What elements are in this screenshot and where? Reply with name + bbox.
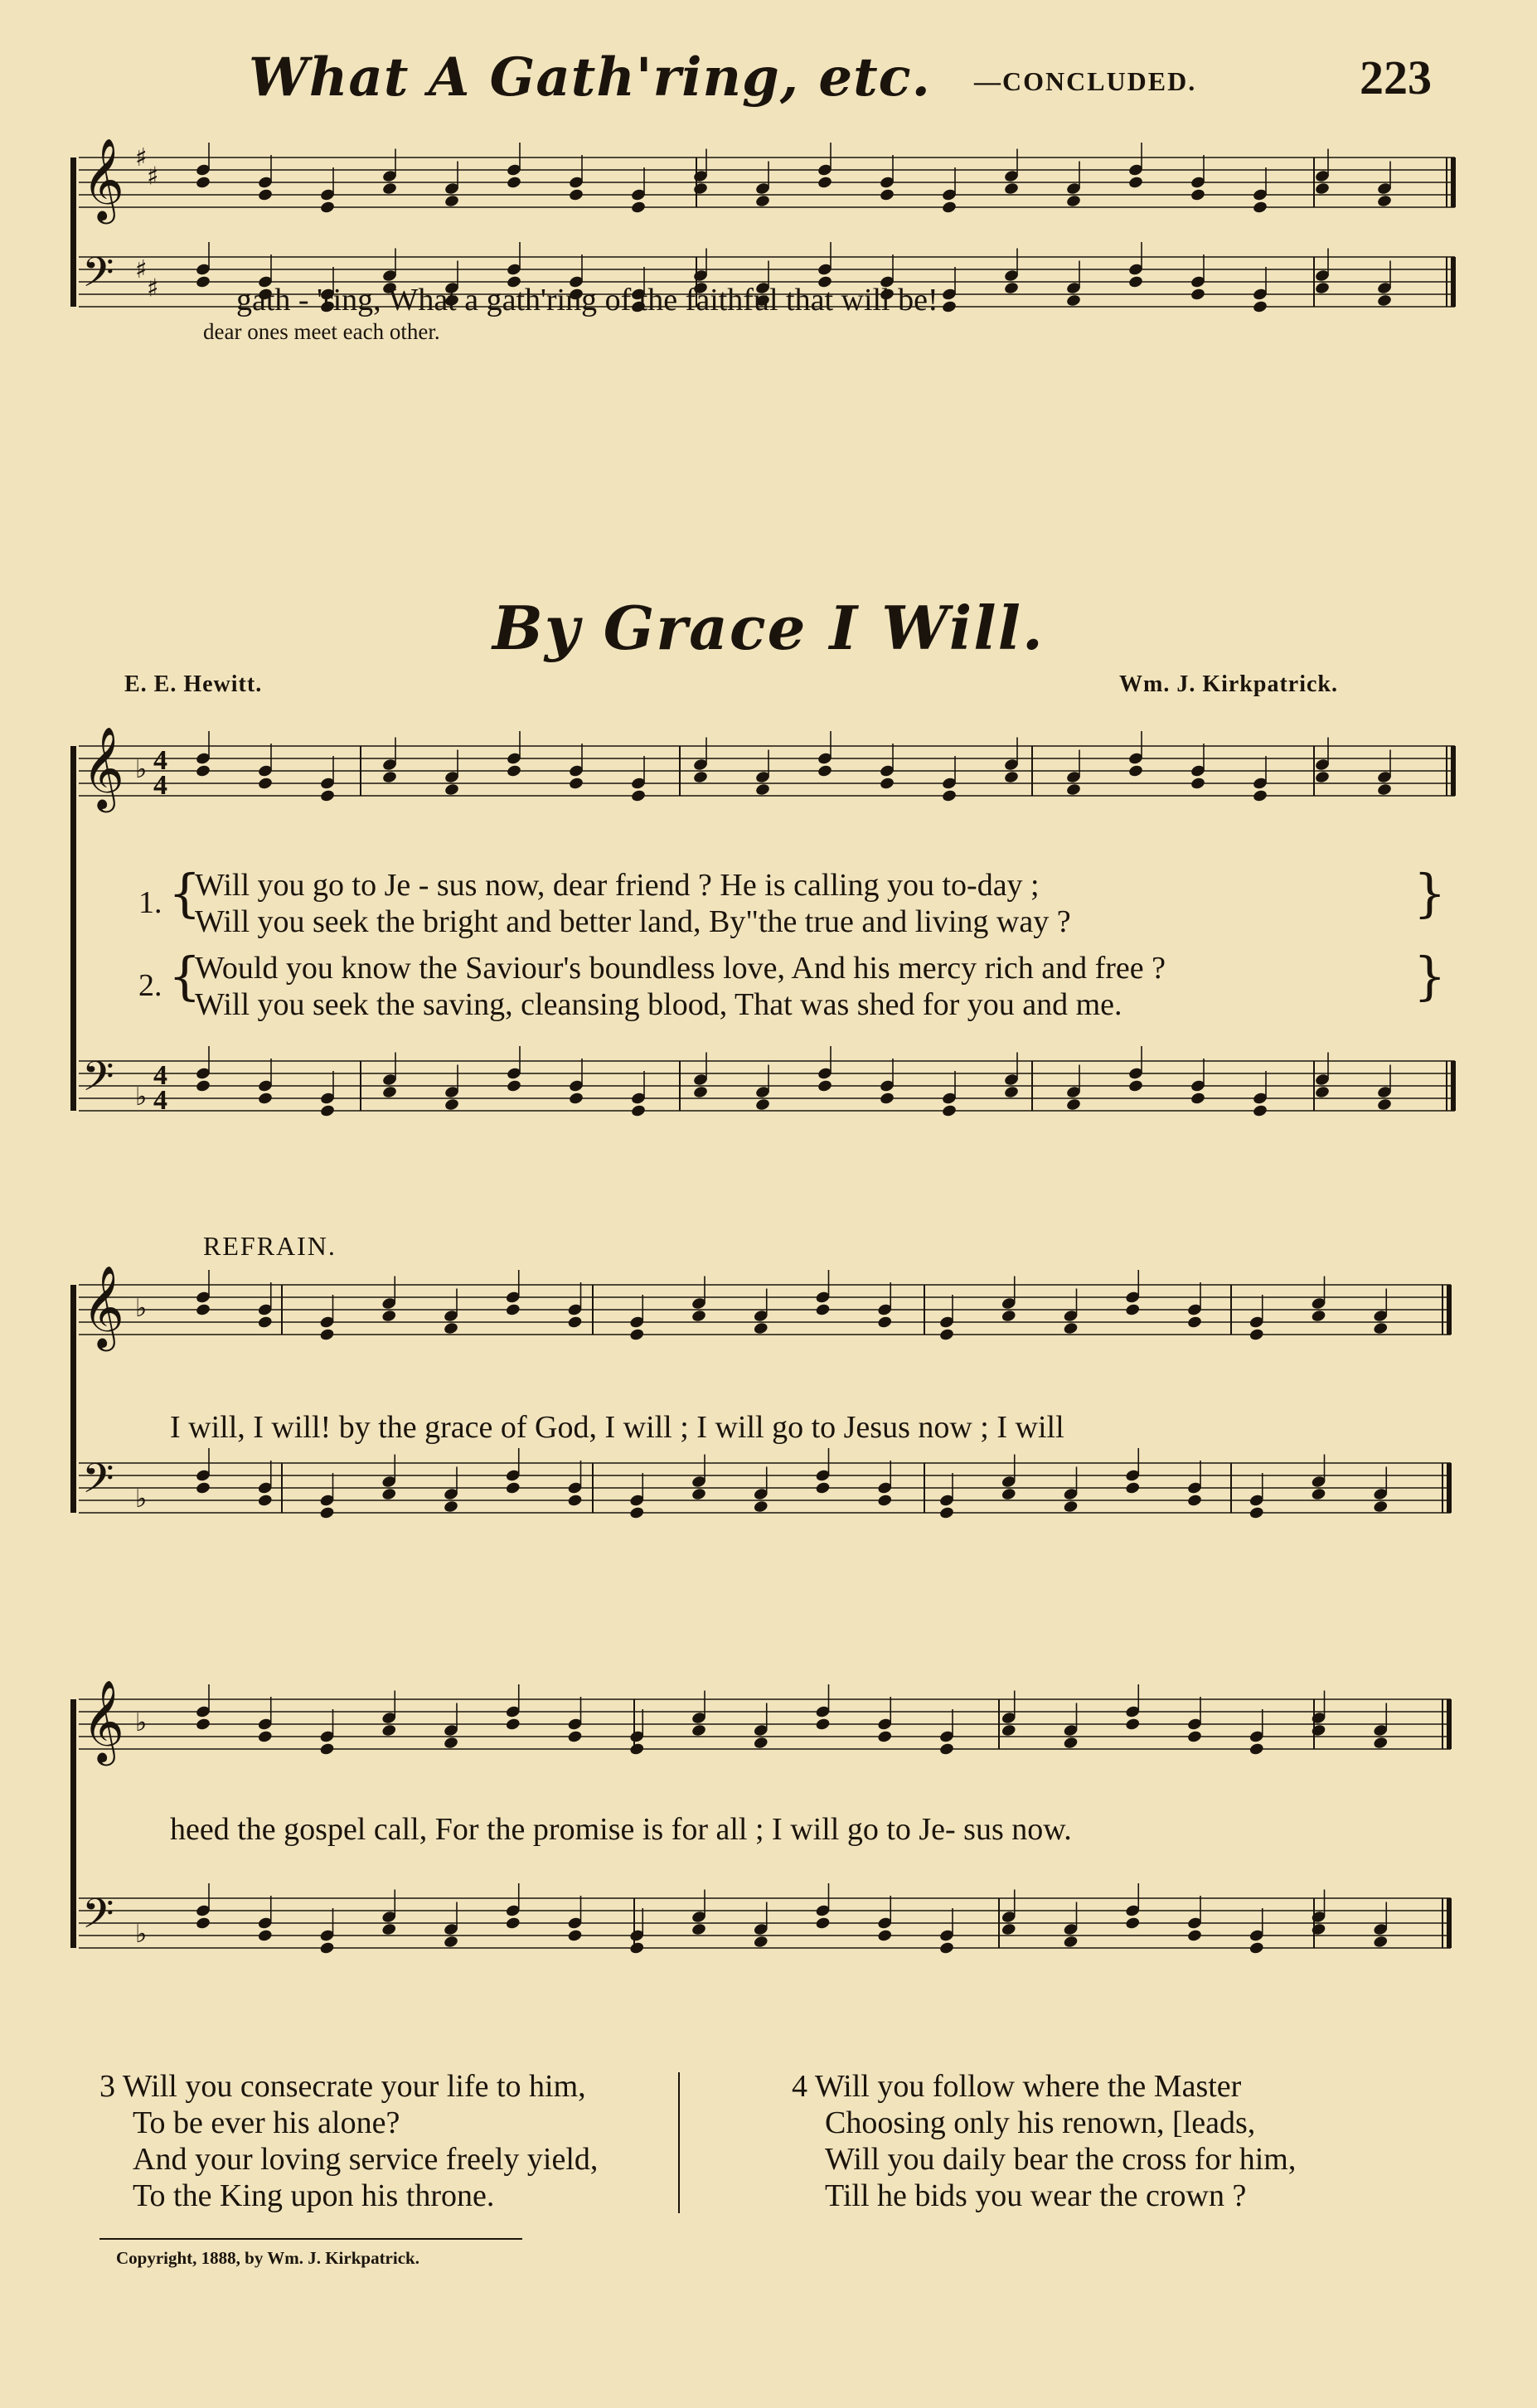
notehead [692,1085,708,1099]
notehead [381,182,397,196]
notehead [195,176,211,190]
notehead [1003,770,1019,784]
treble-clef: 𝄞 [82,138,124,221]
notehead [941,201,957,215]
music-system-4 [70,1679,1463,2047]
notehead [1001,1723,1016,1737]
verse-1-line-b: Will you seek the bright and better land, By"the true and living way ? [195,904,1071,939]
notehead [879,1092,895,1106]
notehead [319,1328,335,1342]
notehead [506,1079,521,1093]
notehead [568,777,584,791]
notehead [1127,176,1143,190]
flat-sign: ♭ [135,1083,148,1112]
notehead [753,1935,768,1949]
notehead [817,176,832,190]
notehead [817,764,832,778]
notehead [691,1487,706,1501]
notehead [567,1494,583,1508]
music-system-2 [70,726,1463,1177]
notehead [630,789,646,803]
end-barline-thick [1447,1898,1452,1948]
notehead [1311,1487,1326,1501]
bass-clef: 𝄢 [82,1890,114,1948]
notehead [195,1718,211,1732]
notehead [567,1315,583,1330]
notehead [1186,1315,1202,1330]
notehead [381,1723,397,1737]
bass-clef: 𝄢 [82,249,114,307]
notehead [505,1916,521,1931]
time-signature-top: 4 [153,1060,167,1091]
music-system-3 [70,1265,1463,1658]
notehead [815,1303,831,1317]
notehead [381,770,397,784]
song-title: By Grace I Will. [492,593,1045,663]
notehead [1127,1079,1143,1093]
bass-clef: 𝄢 [82,1053,114,1111]
notehead [1065,194,1081,208]
notehead [505,1481,521,1495]
notehead [1190,1092,1205,1106]
notehead [1249,1328,1264,1342]
notehead [1373,1935,1389,1949]
verse-1-line-a: Will you go to Je - sus now, dear friend ? He is calling you to-day ; [195,868,1040,903]
verse-number-1: 1. [138,885,162,920]
notehead [938,1941,954,1955]
notehead [443,1500,458,1514]
notehead [257,1929,273,1943]
copyright-notice: Copyright, 1888, by Wm. J. Kirkpatrick. [116,2248,419,2268]
verse-2-line-a: Would you know the Saviour's boundless love, And his mercy rich and free ? [195,951,1166,986]
notehead [1186,1494,1202,1508]
notehead [1376,293,1392,308]
notehead [319,1104,335,1118]
notehead [1376,194,1392,208]
stanza-4-line: Will you daily bear the cross for him, [825,2142,1297,2177]
brace-right-1: } [1413,863,1447,923]
notehead [1065,782,1081,797]
notehead [629,1506,645,1520]
notehead [381,1487,397,1501]
notehead [815,1718,831,1732]
notehead [505,1718,521,1732]
author-credit: E. E. Hewitt. [124,671,263,697]
notehead [941,300,957,314]
notehead [1190,777,1205,791]
stanza-divider [678,2072,680,2213]
notehead [444,194,459,208]
notehead [1125,1916,1141,1931]
notehead [1311,1723,1326,1737]
staff-group-3 [70,1265,1463,1658]
notehead [506,176,521,190]
notehead [692,770,708,784]
notehead [257,1092,273,1106]
notehead [257,1494,273,1508]
stanza-4-line: 4 Will you follow where the Master [792,2069,1242,2104]
notehead [879,777,895,791]
treble-clef: 𝄞 [82,1679,124,1763]
notehead [195,1916,211,1931]
notehead [381,1922,397,1936]
notehead [1314,770,1330,784]
notehead [195,1079,211,1093]
system-bracket [70,1285,76,1513]
notehead [1249,1941,1264,1955]
notehead [691,1309,706,1323]
notehead [877,1494,893,1508]
end-barline-thick [1447,1285,1452,1335]
flat-sign: ♭ [135,1485,148,1514]
system-bracket [70,157,76,307]
verse-2-line-b: Will you seek the saving, cleansing blood, That was shed for you and me. [195,987,1122,1022]
notehead [1314,182,1330,196]
notehead [506,764,521,778]
notehead [1125,1481,1141,1495]
notehead [753,1736,768,1750]
music-system-1 [70,138,1463,489]
notehead [691,1723,706,1737]
time-signature-top: 4 [153,745,167,776]
notehead [568,188,584,202]
verse-number-2: 2. [138,968,162,1003]
notehead [1252,201,1268,215]
notehead [877,1929,893,1943]
notehead [1003,182,1019,196]
notehead [1065,293,1081,308]
page-header [0,41,1537,116]
sharp-sign: ♯ [135,143,148,172]
notehead [1314,1085,1330,1099]
notehead [629,1941,645,1955]
notehead [1190,288,1205,302]
refrain-line-2: heed the gospel call, For the promise is for all ; I will go to Je- sus now. [170,1812,1072,1847]
notehead [941,789,957,803]
lyric-line-main: gath - 'ring, What a gath'ring of the faithful that will be! [236,283,938,317]
notehead [815,1916,831,1931]
notehead [753,1500,768,1514]
notehead [319,789,335,803]
notehead [879,188,895,202]
notehead [1190,188,1205,202]
concluded-label: —CONCLUDED. [974,66,1197,96]
flat-sign: ♭ [135,1708,148,1737]
notehead [1252,1104,1268,1118]
stanza-3-line: And your loving service freely yield, [133,2142,599,2177]
notehead [1063,1935,1079,1949]
notehead [1186,1929,1202,1943]
notehead [753,1321,768,1335]
notehead [257,777,273,791]
notehead [195,275,211,289]
notehead [567,1730,583,1744]
end-barline-thick [1447,1463,1452,1513]
stanza-3 [99,2068,598,2214]
time-signature-bottom: 4 [153,770,167,801]
continued-song-title: What A Gath'ring, etc. [249,46,931,109]
notehead [754,782,770,797]
stanza-4-line: Choosing only his renown, [leads, [825,2105,1256,2140]
notehead [1001,1487,1016,1501]
notehead [319,1742,335,1756]
notehead [257,1315,273,1330]
notehead [1376,1097,1392,1112]
notehead [1252,789,1268,803]
brace-left-1: { [168,863,201,923]
notehead [629,1742,645,1756]
notehead [938,1506,954,1520]
sharp-sign: ♯ [135,255,148,284]
notehead [1373,1321,1389,1335]
notehead [568,1092,584,1106]
end-barline-thick [1451,157,1456,207]
sharp-sign: ♯ [147,274,159,303]
refrain-line-1: I will, I will! by the grace of God, I will ; I will go to Jesus now ; I will [170,1410,1064,1445]
notehead [444,1097,459,1112]
notehead [1311,1922,1326,1936]
notehead [877,1315,893,1330]
notehead [319,201,335,215]
notehead [1127,275,1143,289]
notehead [1311,1309,1326,1323]
notehead [1186,1730,1202,1744]
notehead [754,194,770,208]
refrain-label: REFRAIN. [203,1231,337,1261]
notehead [1314,281,1330,295]
end-barline-thick [1451,746,1456,796]
notehead [381,1085,397,1099]
notehead [754,1097,770,1112]
extra-stanzas [99,2068,1459,2226]
notehead [1376,782,1392,797]
page-number: 223 [1360,51,1432,104]
notehead [1063,1321,1079,1335]
treble-clef: 𝄞 [82,1265,124,1349]
composer-credit: Wm. J. Kirkpatrick. [1119,671,1338,697]
notehead [1125,1718,1141,1732]
notehead [877,1730,893,1744]
stanza-4 [792,2068,1296,2214]
notehead [941,1104,957,1118]
stanza-3-line: To be ever his alone? [133,2105,400,2140]
notehead [1003,281,1019,295]
stanza-3-line: 3 Will you consecrate your life to him, [99,2069,586,2104]
notehead [257,1730,273,1744]
notehead [1065,1097,1081,1112]
notehead [257,188,273,202]
stanza-4-line: Till he bids you wear the crown ? [825,2178,1247,2213]
notehead [815,1481,831,1495]
notehead [443,1935,458,1949]
flat-sign: ♭ [135,1294,148,1323]
notehead [817,1079,832,1093]
notehead [630,1104,646,1118]
notehead [1125,1303,1141,1317]
staff-group-4 [70,1679,1463,2047]
notehead [692,182,708,196]
notehead [1063,1736,1079,1750]
lyric-line-alt: dear ones meet each other. [203,319,440,344]
notehead [938,1328,954,1342]
notehead [381,1309,397,1323]
copyright-rule [99,2238,522,2240]
sharp-sign: ♯ [147,162,159,191]
notehead [1249,1742,1264,1756]
stanza-3-line: To the King upon his throne. [133,2178,495,2213]
notehead [1249,1506,1264,1520]
system-bracket [70,1699,76,1948]
end-barline-thick [1451,1061,1456,1111]
notehead [443,1321,458,1335]
notehead [195,1303,211,1317]
notehead [1252,300,1268,314]
flat-sign: ♭ [135,1920,148,1949]
bass-clef: 𝄢 [82,1455,114,1513]
notehead [443,1736,458,1750]
notehead [1001,1922,1016,1936]
notehead [629,1328,645,1342]
notehead [567,1929,583,1943]
notehead [938,1742,954,1756]
brace-left-2: { [168,946,201,1006]
notehead [630,201,646,215]
notehead [319,1941,335,1955]
notehead [1003,1085,1019,1099]
notehead [1063,1500,1079,1514]
time-signature-bottom: 4 [153,1085,167,1116]
notehead [1373,1736,1389,1750]
flat-sign: ♭ [135,755,148,784]
notehead [195,1481,211,1495]
end-barline-thick [1451,257,1456,307]
treble-clef: 𝄞 [82,726,124,810]
end-barline-thick [1447,1699,1452,1749]
notehead [505,1303,521,1317]
brace-right-2: } [1413,946,1447,1006]
notehead [1127,764,1143,778]
notehead [1373,1500,1389,1514]
system-bracket [70,746,76,1111]
notehead [319,1506,335,1520]
notehead [195,764,211,778]
notehead [444,782,459,797]
notehead [1001,1309,1016,1323]
notehead [691,1922,706,1936]
